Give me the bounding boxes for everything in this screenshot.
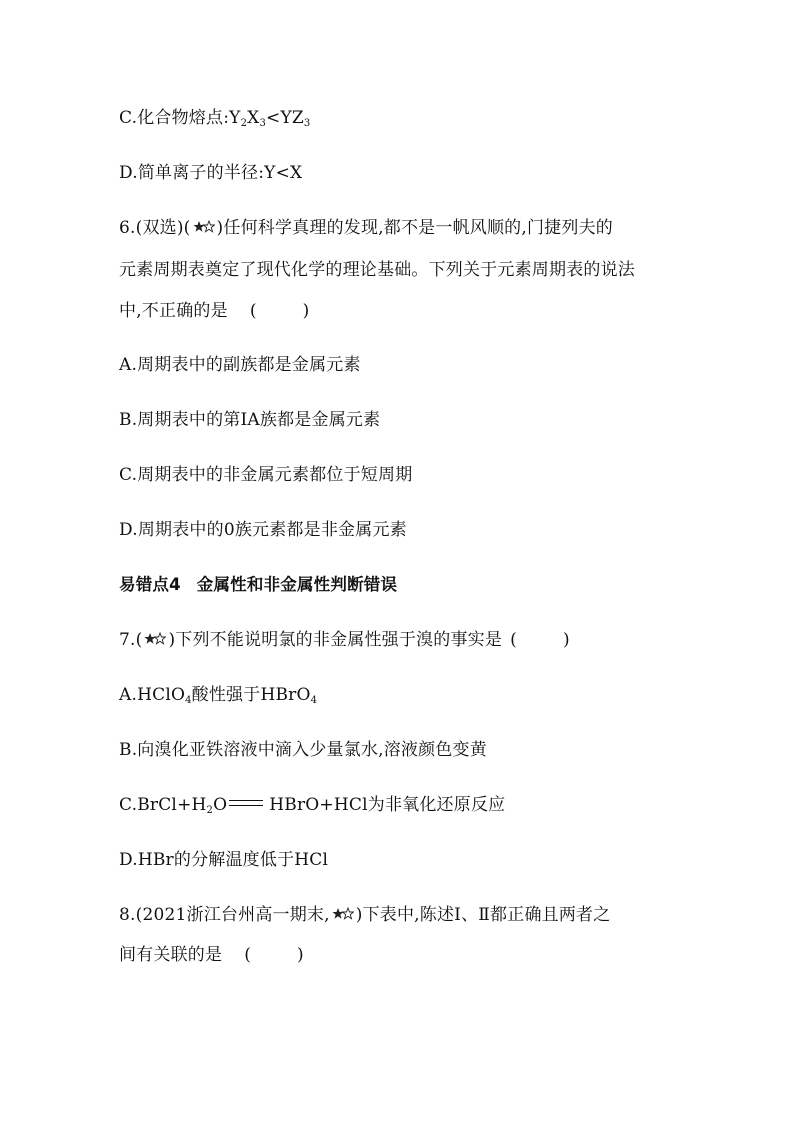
option-c-q6: C.周期表中的非金属元素都位于短周期 [119,465,413,485]
question-7: 7.( )下列不能说明氯的非金属性强于溴的事实是 ( ) [119,630,570,650]
option-d-q7: D.HBr的分解温度低于HCl [119,850,329,870]
option-c-q7: $C.BrCl+H_2O$ HBrO+HCl为非氧化还原反应 [119,795,506,816]
question-8-line-2: 间有关联的是 ( ) [119,945,304,965]
option-a-q7: A.HClO$_4$酸性强于HBrO$_4$ [119,685,318,706]
option-d-q6: D.周期表中的0族元素都是非金属元素 [119,520,407,540]
reaction-equals-sign [229,800,263,806]
question-8-line-1: 8.(2021浙江台州高一期末, )下表中,陈述Ⅰ、Ⅱ都正确且两者之 [119,905,611,925]
question-6-line-1: 6.(双选)( )任何科学真理的发现,都不是一帆风顺的,门捷列夫的 [119,218,613,238]
question-6-line-2: 元素周期表奠定了现代化学的理论基础。下列关于元素周期表的说法 [119,260,635,280]
question-6-line-3: 中,不正确的是 ( ) [119,301,310,321]
option-a-q6: A.周期表中的副族都是金属元素 [119,355,361,375]
option-d-q5: D.简单离子的半径:Y<X [119,163,303,183]
two-star-difficulty-icon [332,907,354,921]
section-heading: 易错点4 金属性和非金属性判断错误 [119,575,398,594]
option-c-q5: C.化合物熔点$:Y_2X_3<YZ_3$ [119,108,311,129]
option-b-q7: B.向溴化亚铁溶液中滴入少量氯水,溶液颜色变黄 [119,740,487,760]
two-star-difficulty-icon [193,220,215,234]
two-star-difficulty-icon [144,632,166,646]
option-b-q6: B.周期表中的第ⅠA族都是金属元素 [119,410,381,430]
